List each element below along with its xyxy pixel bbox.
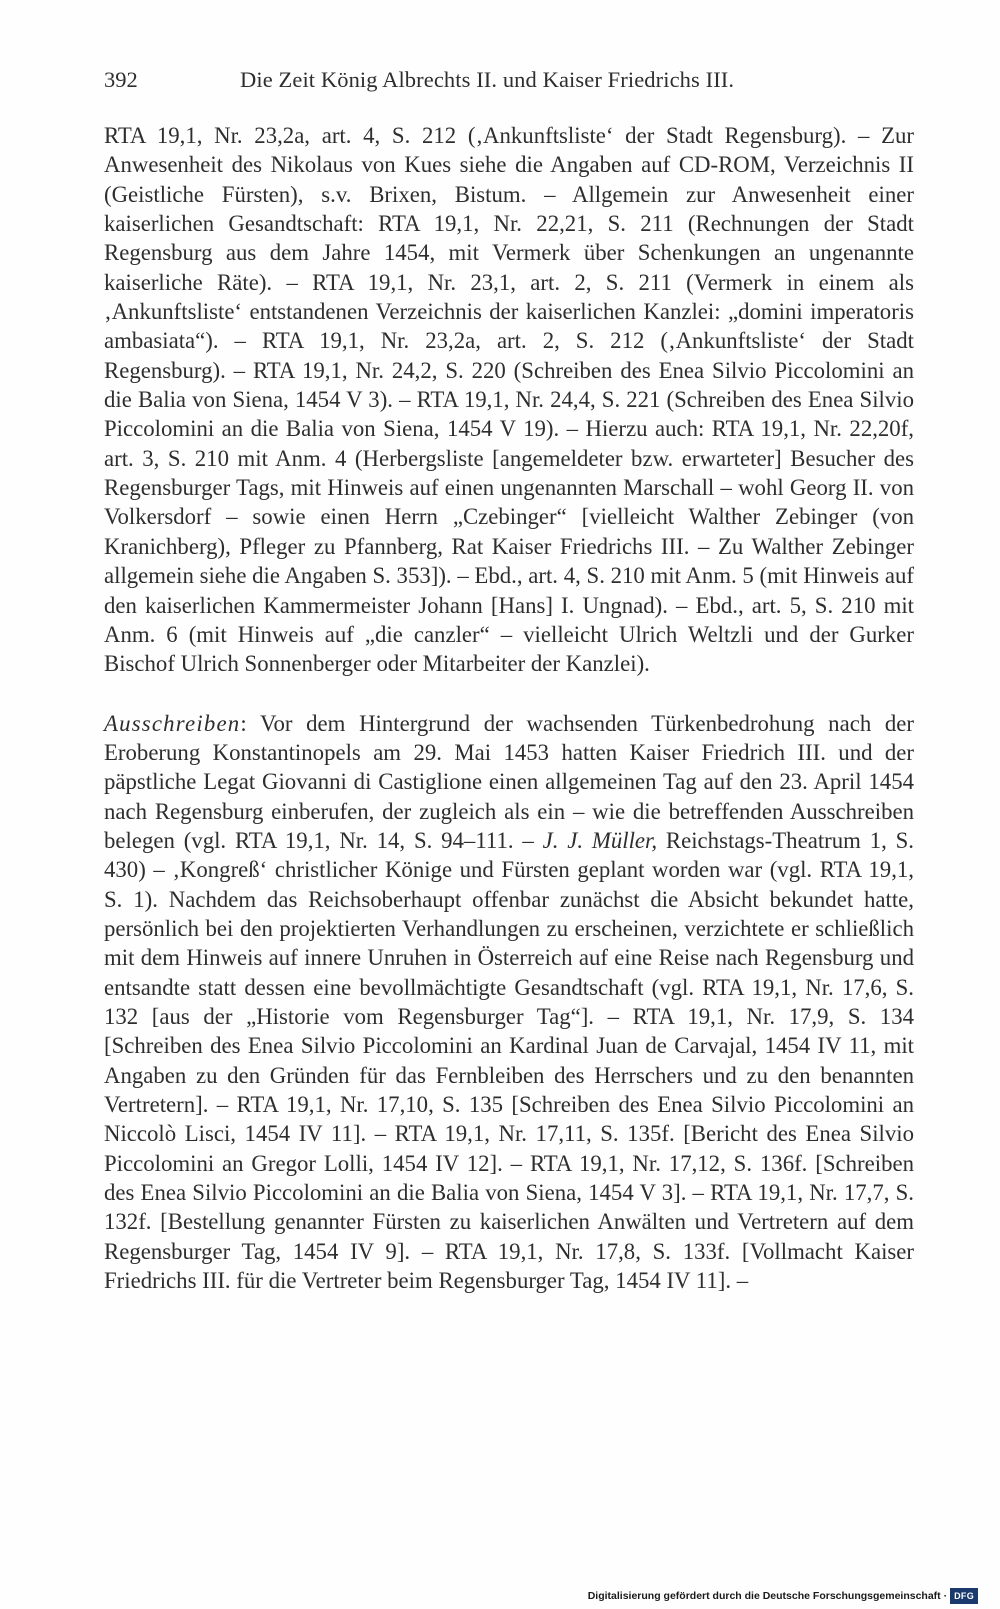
credit-text: Digitalisierung gefördert durch die Deutsche Forschungsgemeinschaft · (587, 1590, 948, 1602)
dfg-logo: DFG (950, 1588, 978, 1604)
paragraph-references: RTA 19,1, Nr. 23,2a, art. 4, S. 212 (‚Ankunftsliste‘ der Stadt Regensburg). – Zur Anwesenheit des Nikolaus von Kues siehe die Angaben auf CD-ROM, Verzeichnis II (Geistliche Fürsten), s.v. Brixen, Bistum. – Allgemein zur Anwesenheit einer kaiserlichen Gesandtschaft: RTA 19,1, Nr. 22,21, S. 211 (Rechnungen der Stadt Regensburg aus dem Jahre 1454, mit Vermerk über Schenkungen an ungenannte kaiserliche Räte). – RTA 19,1, Nr. 23,1, art. 2, S. 211 (Vermerk in einem als ‚Ankunftsliste‘ entstandenen Verzeichnis der kaiserlichen Kanzlei: „domini imperatoris ambasiata“). – RTA 19,1, Nr. 23,2a, art. 2, S. 212 (‚Ankunftsliste‘ der Stadt Regensburg). – RTA 19,1, Nr. 24,2, S. 220 (Schreiben des Enea Silvio Piccolomini an die Balia von Siena, 1454 V 3). – RTA 19,1, Nr. 24,4, S. 221 (Schreiben des Enea Silvio Piccolomini an die Balia von Siena, 1454 V 19). – Hierzu auch: RTA 19,1, Nr. 22,20f, art. 3, S. 210 mit Anm. 4 (Herbergsliste [angemeldeter bzw. erwarteter] Besucher des Regensburger Tags, mit Hinweis auf einen ungenannten Marschall – wohl Georg II. von Volkersdorf – sowie einen Herrn „Czebinger“ [vielleicht Walther Zebinger (von Kranichberg), Pfleger zu Pfannberg, Rat Kaiser Friedrichs III. – Zu Walther Zebinger allgemein siehe die Angaben S. 353]). – Ebd., art. 4, S. 210 mit Anm. 5 (mit Hinweis auf den kaiserlichen Kammermeister Johann [Hans] I. Ungnad). – Ebd., art. 5, S. 210 mit Anm. 6 (mit Hinweis auf „die canzler“ – vielleicht Ulrich Weltzli und der Gurker Bischof Ulrich Sonnenberger oder Mitarbeiter der Kanzlei). (104, 123, 914, 677)
running-title: Die Zeit König Albrechts II. und Kaiser Friedrichs III. (240, 67, 735, 92)
page-number: 392 (104, 67, 138, 92)
digitization-credit (588, 1587, 978, 1605)
body-text (104, 121, 914, 1295)
paragraph-text-part-2: Reichstags-Theatrum 1, S. 430) – ‚Kongreß‘ christlicher Könige und Fürsten geplant worden war (vgl. RTA 19,1, S. 1). Nachdem das Reichsoberhaupt offenbar zunächst die Absicht bekundet hatte, persönlich bei den projektierten Verhandlungen zu erscheinen, verzichtete er schließlich mit dem Hinweis auf innere Unruhen in Österreich auf eine Reise nach Regensburg und entsandte statt dessen eine bevollmächtigte Gesandtschaft (vgl. RTA 19,1, Nr. 17,6, S. 132 [aus der „Historie vom Regensburger Tag“]. – RTA 19,1, Nr. 17,9, S. 134 [Schreiben des Enea Silvio Piccolomini an Kardinal Juan de Carvajal, 1454 IV 11, mit Angaben zu den Gründen für das Fernbleiben des Herrschers und zu den benannten Vertretern]. – RTA 19,1, Nr. 17,10, S. 135 [Schreiben des Enea Silvio Piccolomini an Niccolò Lisci, 1454 IV 11]. – RTA 19,1, Nr. 17,11, S. 135f. [Bericht des Enea Silvio Piccolomini an Gregor Lolli, 1454 IV 12]. – RTA 19,1, Nr. 17,12, S. 136f. [Schreiben des Enea Silvio Piccolomini an die Balia von Siena, 1454 V 3]. – RTA 19,1, Nr. 17,7, S. 132f. [Bestellung genannter Fürsten zu kaiserlichen Anwälten und Vertretern auf dem Regensburger Tag, 1454 IV 9]. – RTA 19,1, Nr. 17,8, S. 133f. [Vollmacht Kaiser Friedrichs III. für die Vertreter beim Regensburger Tag, 1454 IV 11]. – (104, 827, 914, 1294)
section-label: Ausschreiben (104, 710, 241, 736)
page-header (104, 62, 916, 98)
paragraph-text-part-1: : Vor dem Hintergrund der wachsenden Türkenbedrohung nach der Eroberung Konstantinopels am 29. Mai 1453 hatten Kaiser Friedrich III. und der päpstliche Legat Giovanni di Castiglione einen allgemeinen Tag auf den 23. April 1454 nach Regensburg einberufen, der zugleich als ein – wie die betreffenden Ausschreiben belegen (vgl. RTA 19,1, Nr. 14, S. 94–111. – (104, 710, 914, 853)
paragraph-ausschreiben (104, 709, 914, 1296)
author-reference: J. J. Müller, (542, 827, 658, 853)
